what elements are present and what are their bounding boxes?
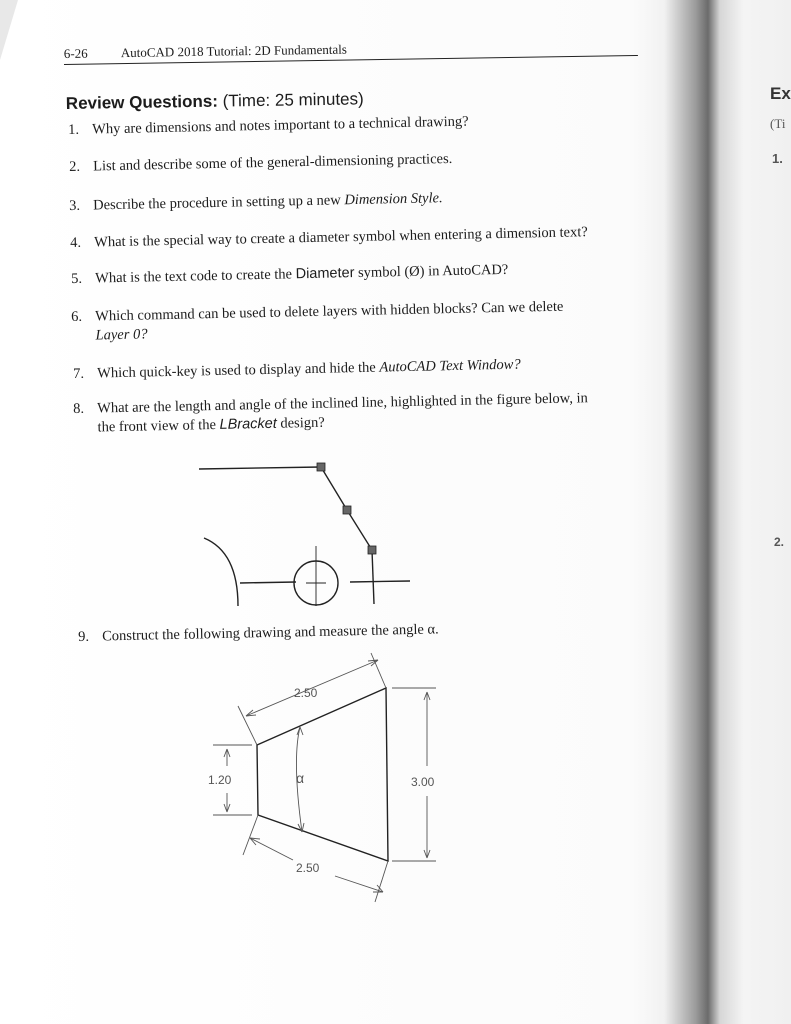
next-page-item-2: 2. bbox=[774, 535, 785, 549]
angle-label: α bbox=[296, 770, 305, 786]
book-title: AutoCAD 2018 Tutorial: 2D Fundamentals bbox=[120, 41, 347, 61]
next-page-subtitle: (Ti bbox=[770, 116, 786, 131]
top-dim-label: 2.50 bbox=[294, 686, 318, 700]
right-dim-label: 3.00 bbox=[411, 775, 435, 789]
review-time: (Time: 25 minutes) bbox=[222, 89, 364, 111]
page-number: 6-26 bbox=[63, 45, 88, 62]
review-heading: Review Questions: bbox=[65, 91, 219, 114]
bottom-dim-label: 2.50 bbox=[296, 861, 320, 875]
left-dim-label: 1.20 bbox=[208, 773, 232, 787]
next-page-heading: Ex bbox=[770, 84, 791, 103]
trapezoid-outline bbox=[257, 688, 388, 861]
next-page-item-1: 1. bbox=[772, 151, 783, 166]
bottom-dim-left bbox=[250, 838, 293, 860]
bottom-dim-right bbox=[335, 876, 383, 892]
